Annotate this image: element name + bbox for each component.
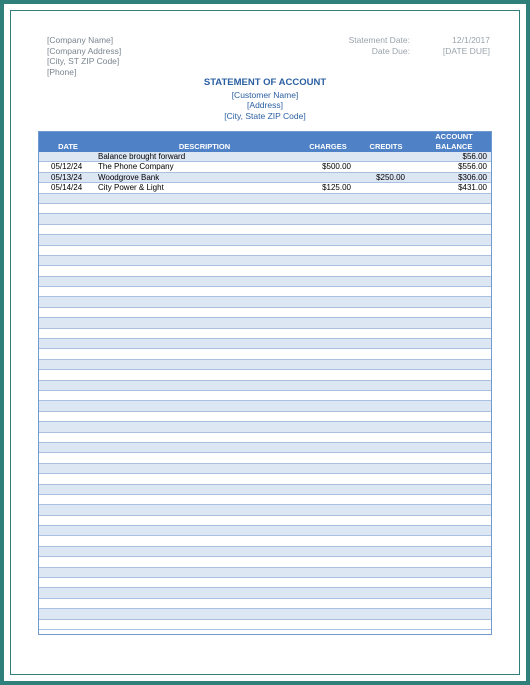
table-row[interactable]: [39, 370, 491, 380]
customer-name[interactable]: [Customer Name]: [231, 89, 299, 100]
table-row[interactable]: [39, 495, 491, 505]
table-row[interactable]: [39, 578, 491, 588]
statement-date-label: Statement Date:: [348, 35, 410, 45]
table-row[interactable]: [39, 235, 491, 245]
table-row[interactable]: [39, 277, 491, 287]
company-city: [City, ST ZIP Code]: [47, 56, 120, 67]
header-description: DESCRIPTION: [178, 142, 231, 151]
table-row[interactable]: [39, 526, 491, 536]
table-row[interactable]: [39, 349, 491, 359]
table-row[interactable]: [39, 360, 491, 370]
table-row[interactable]: [39, 183, 491, 193]
statement-table: [38, 131, 492, 635]
statement-labels: [330, 35, 410, 56]
table-row[interactable]: [39, 339, 491, 349]
table-row[interactable]: [39, 474, 491, 484]
cell-description[interactable]: Balance brought forward: [98, 152, 186, 161]
table-row[interactable]: [39, 401, 491, 411]
table-row[interactable]: [39, 214, 491, 224]
customer-address[interactable]: [Address]: [247, 100, 283, 110]
cell-description[interactable]: The Phone Company: [98, 162, 174, 172]
table-row[interactable]: [39, 266, 491, 276]
header-balance-line1: ACCOUNT: [435, 132, 473, 141]
table-row[interactable]: [39, 246, 491, 256]
cell-balance[interactable]: $306.00: [458, 172, 487, 182]
table-row[interactable]: [39, 536, 491, 546]
table-row[interactable]: [39, 422, 491, 432]
table-row[interactable]: [39, 194, 491, 204]
table-row[interactable]: [39, 505, 491, 515]
table-row[interactable]: [39, 412, 491, 422]
cell-balance[interactable]: $556.00: [458, 162, 487, 172]
cell-description[interactable]: Woodgrove Bank: [98, 172, 160, 182]
table-body: [39, 152, 491, 634]
customer-city[interactable]: [City, State ZIP Code]: [224, 110, 306, 121]
cell-date[interactable]: 05/13/24: [51, 172, 83, 182]
table-row[interactable]: [39, 485, 491, 495]
cell-description[interactable]: City Power & Light: [98, 183, 164, 193]
cell-charges[interactable]: $500.00: [322, 162, 351, 172]
table-row[interactable]: [39, 173, 491, 183]
table-row[interactable]: [39, 308, 491, 318]
header-account-balance: [427, 132, 481, 151]
table-row[interactable]: [39, 609, 491, 619]
cell-balance[interactable]: $56.00: [462, 152, 487, 161]
table-row[interactable]: [39, 204, 491, 214]
table-header: [39, 132, 491, 152]
cell-date[interactable]: 05/14/24: [51, 183, 83, 193]
table-row[interactable]: [39, 256, 491, 266]
header-date: DATE: [58, 142, 78, 151]
table-row[interactable]: [39, 453, 491, 463]
table-row[interactable]: [39, 464, 491, 474]
table-row[interactable]: [39, 381, 491, 391]
table-row[interactable]: [39, 568, 491, 578]
customer-block: [130, 78, 400, 121]
cell-charges[interactable]: $125.00: [322, 183, 351, 193]
table-row[interactable]: [39, 329, 491, 339]
statement-values: [420, 35, 490, 56]
company-name: [Company Name]: [47, 35, 114, 45]
table-row[interactable]: [39, 225, 491, 235]
company-address: [Company Address]: [47, 45, 122, 56]
date-due-value[interactable]: [DATE DUE]: [442, 45, 490, 56]
header-charges: CHARGES: [309, 142, 347, 151]
table-row[interactable]: [39, 318, 491, 328]
header-balance-line2: BALANCE: [435, 141, 473, 151]
company-info: [47, 35, 121, 77]
table-row[interactable]: [39, 557, 491, 567]
table-row[interactable]: [39, 287, 491, 297]
table-row[interactable]: [39, 391, 491, 401]
statement-date-value[interactable]: 12/1/2017: [452, 35, 490, 45]
table-row[interactable]: [39, 162, 491, 172]
statement-title: STATEMENT OF ACCOUNT: [203, 77, 327, 88]
company-phone: [Phone]: [47, 66, 77, 77]
table-row[interactable]: [39, 443, 491, 453]
cell-credits[interactable]: $250.00: [376, 172, 405, 182]
table-row[interactable]: [39, 433, 491, 443]
cell-balance[interactable]: $431.00: [458, 183, 487, 193]
table-row[interactable]: [39, 547, 491, 557]
table-row[interactable]: [39, 620, 491, 630]
table-row[interactable]: [39, 152, 491, 162]
table-row[interactable]: [39, 588, 491, 598]
table-row[interactable]: [39, 297, 491, 307]
cell-date[interactable]: 05/12/24: [51, 162, 83, 172]
table-row[interactable]: [39, 599, 491, 609]
table-row[interactable]: [39, 516, 491, 526]
header-credits: CREDITS: [369, 142, 403, 151]
date-due-label: Date Due:: [371, 45, 410, 56]
